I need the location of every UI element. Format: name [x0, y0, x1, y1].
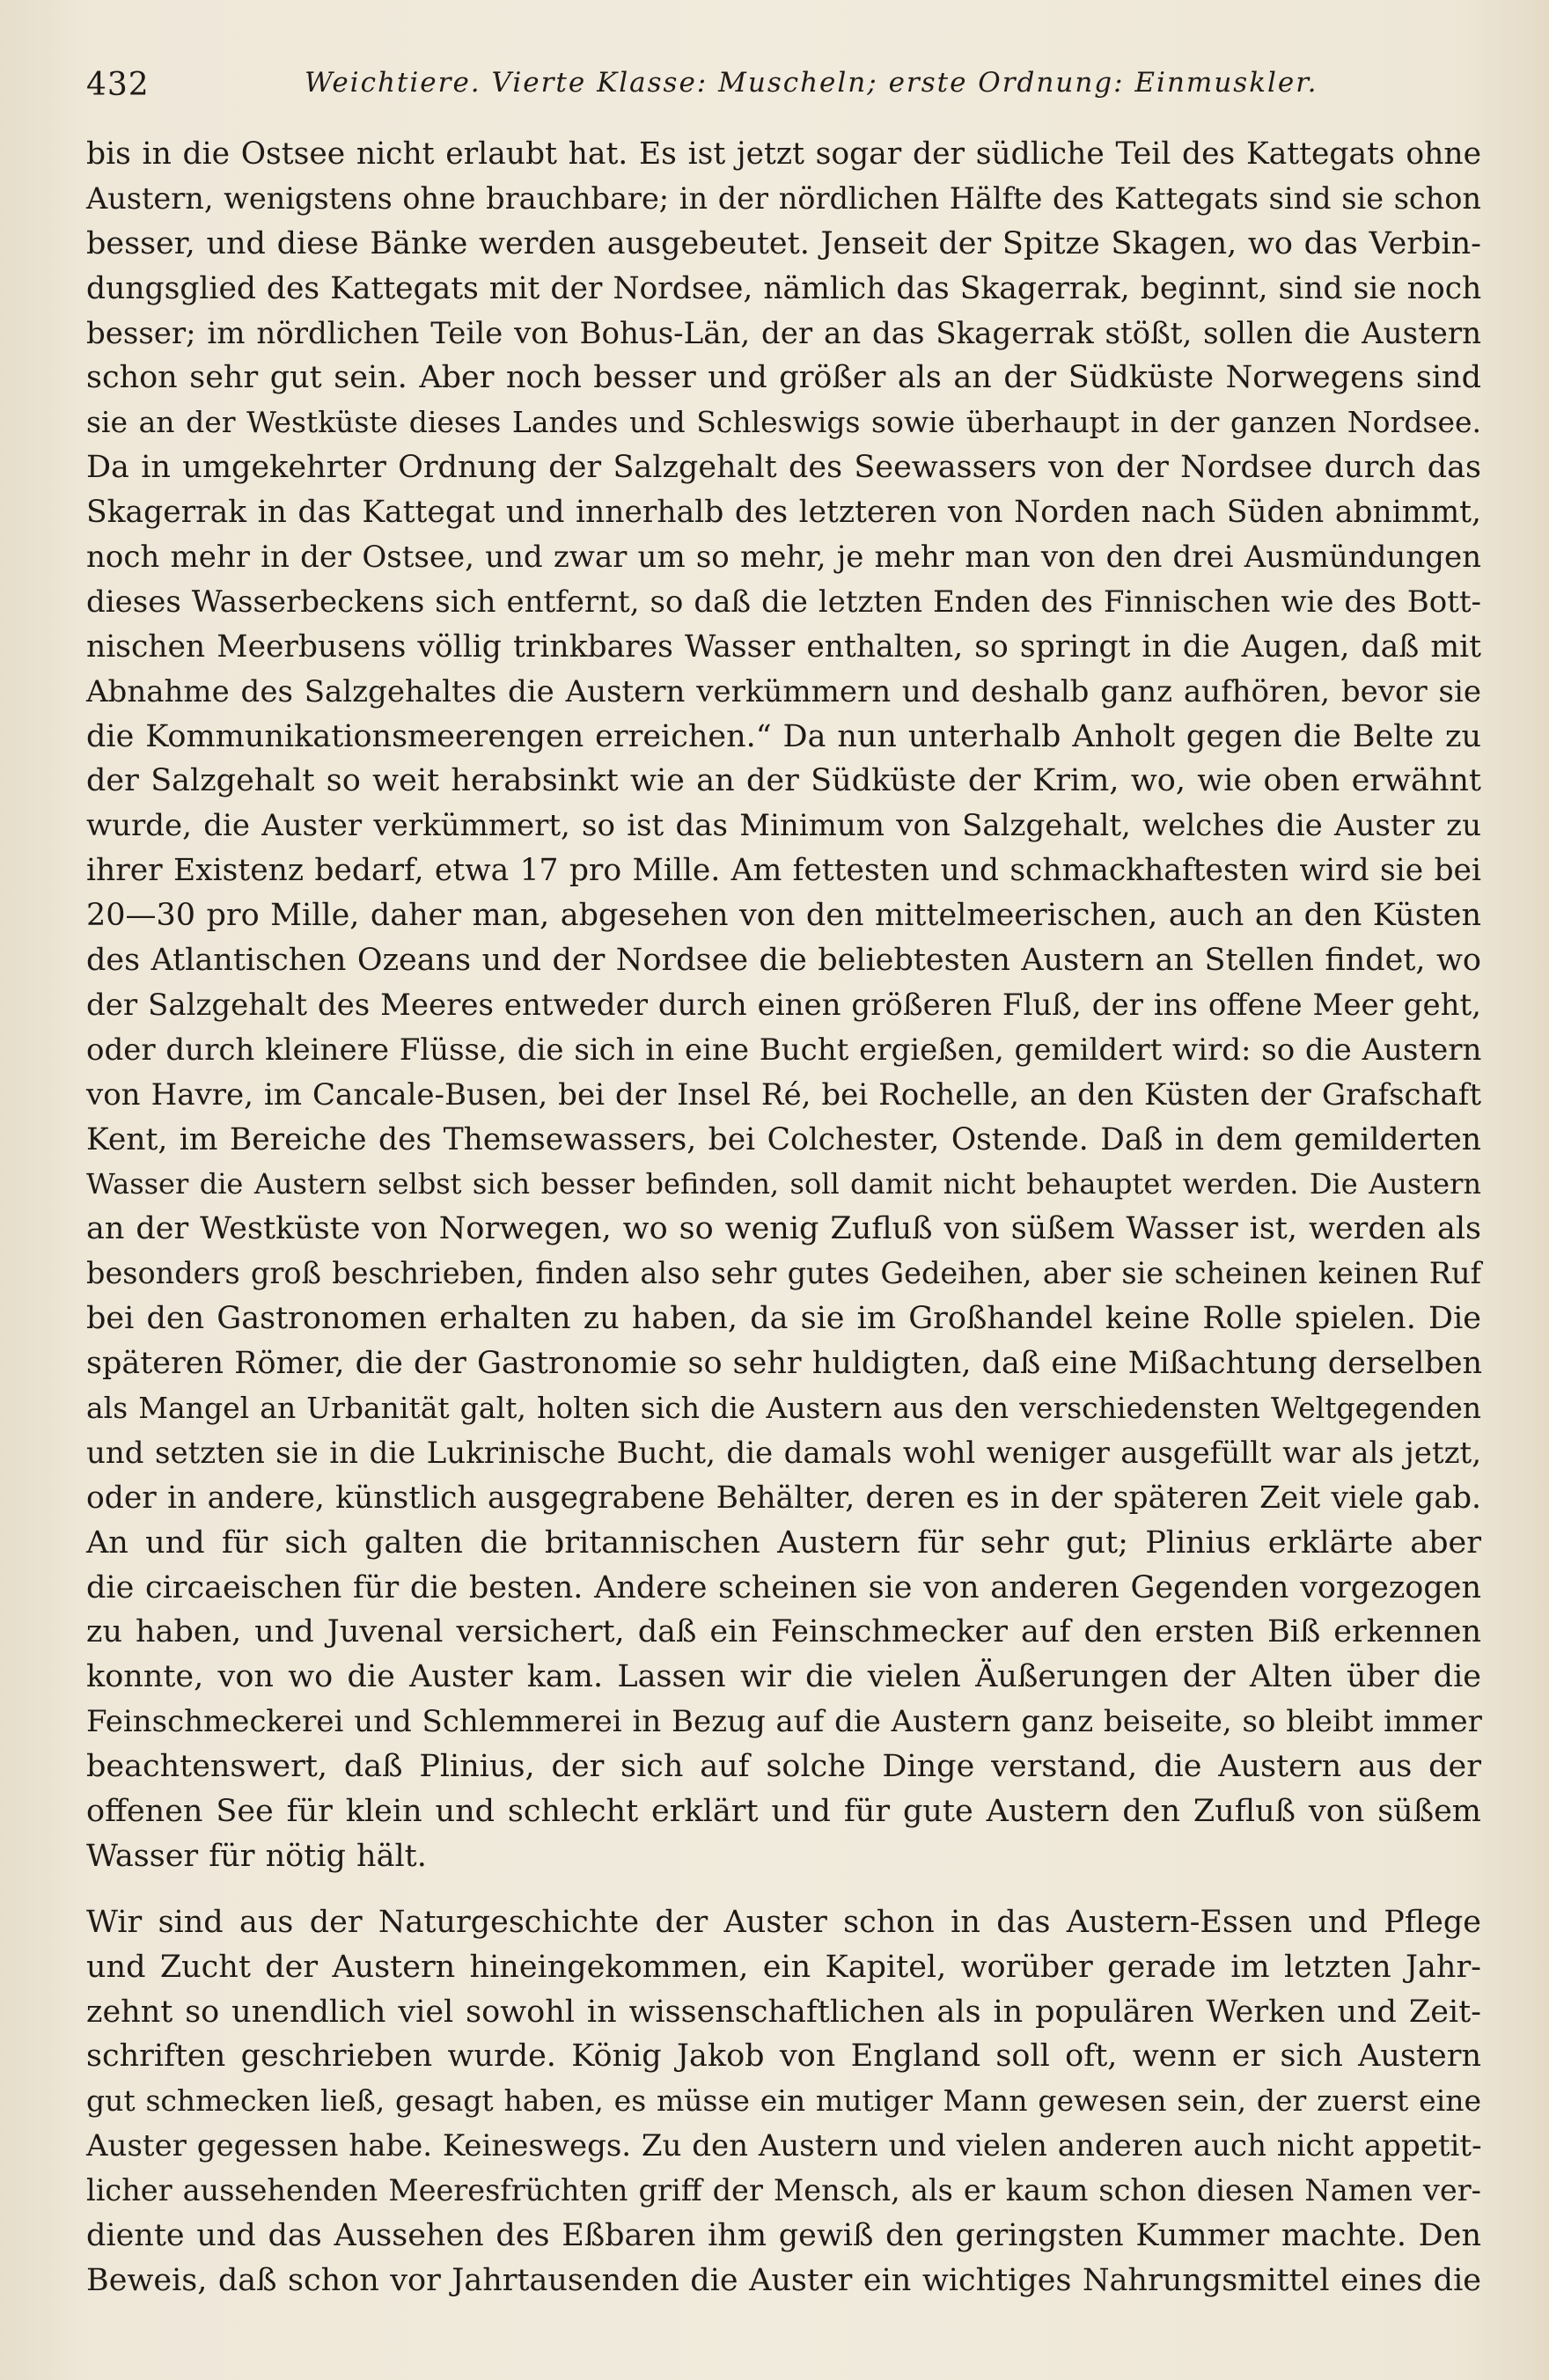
- text-line: besser; im nördlichen Teile von Bohus-Län, der an das Skagerrak stößt, sollen die Austern: [86, 315, 1481, 351]
- text-line: nischen Meerbusens völlig trinkbares Wasser enthalten, so springt in die Augen, daß mit: [86, 628, 1481, 665]
- text-line: wurde, die Auster verkümmert, so ist das Minimum von Salzgehalt, welches die Auster zu: [86, 808, 1481, 844]
- text-line: zu haben, und Juvenal versichert, daß ein Feinschmecker auf den ersten Biß erkennen: [86, 1614, 1481, 1650]
- text-line: schon sehr gut sein. Aber noch besser und größer als an der Südküste Norwegens sind: [86, 360, 1481, 396]
- text-line: schriften geschrieben wurde. König Jakob von England soll oft, wenn er sich Austern: [86, 2038, 1481, 2075]
- text-line: bei den Gastronomen erhalten zu haben, da sie im Großhandel keine Rolle spielen. Die: [86, 1301, 1481, 1337]
- text-line: An und für sich galten die britannischen Austern für sehr gut; Plinius erklärte aber: [86, 1524, 1481, 1561]
- text-line: der Salzgehalt so weit herabsinkt wie an der Südküste der Krim, wo, wie oben erwähnt: [86, 763, 1481, 799]
- text-line: dungsglied des Kattegats mit der Nordsee, nämlich das Skagerrak, beginnt, sind sie noch: [86, 270, 1482, 306]
- text-line: Da in umgekehrter Ordnung der Salzgehalt des Seewassers von der Nordsee durch das: [86, 450, 1481, 486]
- text-line: licher aussehenden Meeresfrüchten griff der Mensch, als er kaum schon diesen Namen ver-: [86, 2173, 1481, 2208]
- text-line: der Salzgehalt des Meeres entweder durch einen größeren Fluß, der ins offene Meer geht,: [86, 987, 1481, 1023]
- paragraph: [86, 132, 1481, 1879]
- text-line: Austern, wenigstens ohne brauchbare; in der nördlichen Hälfte des Kattegats sind sie schon: [86, 180, 1481, 216]
- text-line: als Mangel an Urbanität galt, holten sich die Austern aus den verschiedensten Weltgegenden: [86, 1390, 1481, 1425]
- text-line: Wasser die Austern selbst sich besser befinden, soll damit nicht behauptet werden. Die Austern: [86, 1167, 1481, 1201]
- text-line: gut schmecken ließ, gesagt haben, es müsse ein mutiger Mann gewesen sein, der zuerst eine: [86, 2083, 1481, 2119]
- text-line: späteren Römer, die der Gastronomie so sehr huldigten, daß eine Mißachtung derselben: [86, 1346, 1483, 1382]
- text-line: beachtenswert, daß Plinius, der sich auf solche Dinge verstand, die Austern aus der: [86, 1749, 1481, 1785]
- text-line: die Kommunikationsmeerengen erreichen.“ Da nun unterhalb Anholt gegen die Belte zu: [86, 718, 1481, 754]
- text-line: offenen See für klein und schlecht erklärt und für gute Austern den Zufluß von süßem: [86, 1793, 1481, 1829]
- text-line: bis in die Ostsee nicht erlaubt hat. Es ist jetzt sogar der südliche Teil des Kattegats ohne: [86, 136, 1481, 172]
- text-line: und Zucht der Austern hineingekommen, ein Kapitel, worüber gerade im letzten Jahr-: [86, 1949, 1481, 1985]
- text-line: und setzten sie in die Lukrinische Bucht, die damals wohl weniger ausgefüllt war als jetzt,: [86, 1435, 1481, 1471]
- text-line: Wasser für nötig hält.: [86, 1838, 427, 1874]
- text-line: diente und das Aussehen des Eßbaren ihm gewiß den geringsten Kummer machte. Den: [86, 2217, 1481, 2253]
- text-line: Skagerrak in das Kattegat und innerhalb des letzteren von Norden nach Süden abnimmt,: [86, 495, 1481, 531]
- text-line: oder in andere, künstlich ausgegrabene Behälter, deren es in der späteren Zeit viele gab.: [86, 1480, 1481, 1516]
- paragraph: [86, 1900, 1481, 2303]
- body-text: [86, 132, 1481, 2303]
- text-line: Kent, im Bereiche des Themsewassers, bei Colchester, Ostende. Daß in dem gemilderten: [86, 1121, 1481, 1157]
- text-line: Feinschmeckerei und Schlemmerei in Bezug auf die Austern ganz beiseite, so bleibt immer: [86, 1704, 1482, 1740]
- text-line: 20—30 pro Mille, daher man, abgesehen von den mittelmeerischen, auch an den Küsten: [86, 898, 1481, 934]
- text-line: konnte, von wo die Auster kam. Lassen wir die vielen Äußerungen der Alten über die: [86, 1659, 1481, 1695]
- text-line: dieses Wasserbeckens sich entfernt, so daß die letzten Enden des Finnischen wie des Bott-: [86, 584, 1481, 620]
- text-line: zehnt so unendlich viel sowohl in wissenschaftlichen als in populären Werken und Zeit-: [86, 1994, 1481, 2030]
- text-line: sie an der Westküste dieses Landes und Schleswigs sowie überhaupt in der ganzen Nordsee.: [86, 405, 1481, 440]
- text-line: des Atlantischen Ozeans und der Nordsee die beliebtesten Austern an Stellen findet, wo: [86, 943, 1481, 979]
- text-line: Abnahme des Salzgehaltes die Austern verkümmern und deshalb ganz aufhören, bevor sie: [86, 673, 1481, 709]
- text-line: besonders groß beschrieben, finden also sehr gutes Gedeihen, aber sie scheinen keinen Ruf: [86, 1256, 1481, 1291]
- paragraph-gap: [86, 1879, 1481, 1900]
- text-line: Wir sind aus der Naturgeschichte der Auster schon in das Austern-Essen und Pflege: [86, 1904, 1481, 1940]
- text-line: noch mehr in der Ostsee, und zwar um so mehr, je mehr man von den drei Ausmündungen: [86, 540, 1481, 576]
- text-line: von Havre, im Cancale-Busen, bei der Insel Ré, bei Rochelle, an den Küsten der Grafschaft: [86, 1076, 1481, 1113]
- text-line: die circaeischen für die besten. Andere scheinen sie von anderen Gegenden vorgezogen: [86, 1569, 1481, 1605]
- text-line: Beweis, daß schon vor Jahrtausenden die Auster ein wichtiges Nahrungsmittel eines die: [86, 2262, 1481, 2298]
- text-line: ihrer Existenz bedarf, etwa 17 pro Mille. Am fettesten und schmackhaftesten wird sie bei: [86, 853, 1481, 889]
- page-number: 432: [86, 67, 150, 103]
- text-line: an der Westküste von Norwegen, wo so wenig Zufluß von süßem Wasser ist, werden als: [86, 1211, 1481, 1247]
- running-title: Weichtiere. Vierte Klasse: Muscheln; erste Ordnung: Einmuskler.: [305, 67, 1318, 99]
- text-line: oder durch kleinere Flüsse, die sich in eine Bucht ergießen, gemildert wird: so die Austern: [86, 1032, 1482, 1068]
- text-line: besser, und diese Bänke werden ausgebeutet. Jenseit der Spitze Skagen, wo das Verbin-: [86, 225, 1481, 261]
- text-line: Auster gegessen habe. Keineswegs. Zu den Austern und vielen anderen auch nicht appetit-: [86, 2128, 1482, 2164]
- page-header: [86, 60, 1486, 113]
